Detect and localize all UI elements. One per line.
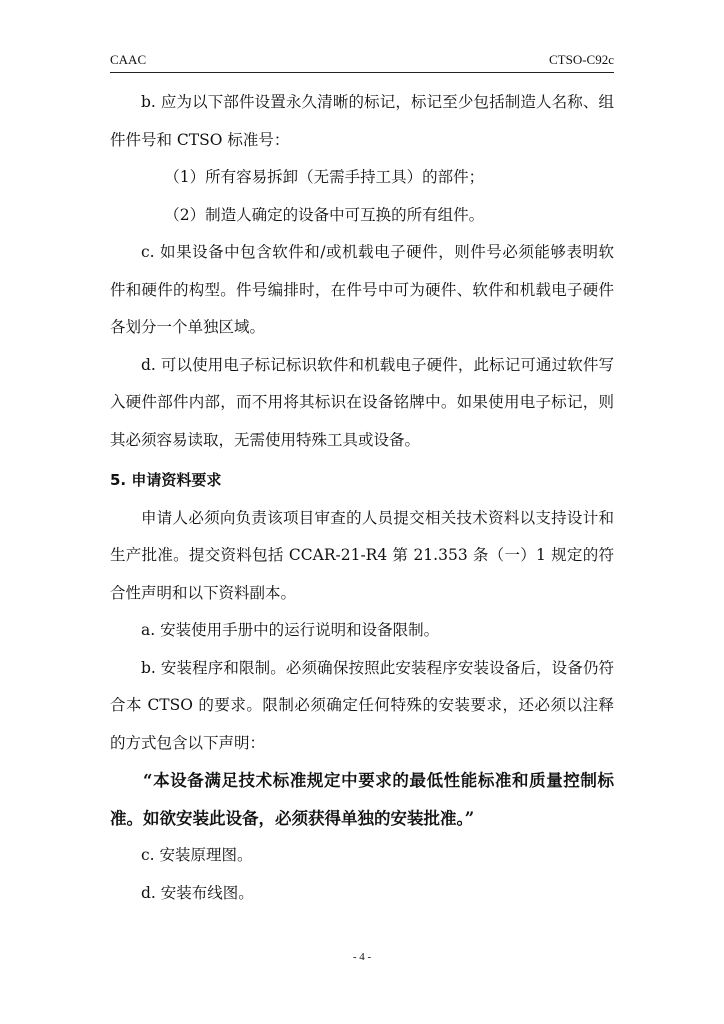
- section-heading-5: 5. 申请资料要求: [110, 471, 222, 489]
- paragraph-d-electronic-marking: d. 可以使用电子标记标识软件和机载电子硬件，此标记可通过软件写入硬件部件内部，而不用将其标识在设备铭牌中。如果使用电子标记，则其必须容易读取，无需使用特殊工具或设备。: [110, 355, 614, 449]
- paragraph-b-installation: b. 安装程序和限制。必须确保按照此安装程序安装设备后，设备仍符合本 CTSO 的要求。限制必须确定任何特殊的安装要求，还必须以注释的方式包含以下声明：: [110, 658, 614, 752]
- bold-statement: “本设备满足技术标准规定中要求的最低性能标准和质量控制标准。如欲安装此设备，必须获得单独的安装批准。”: [110, 771, 614, 828]
- page-number: - 4 -: [352, 951, 372, 963]
- list-item-1: （1）所有容易拆卸（无需手持工具）的部件；: [164, 168, 485, 186]
- page-header: [110, 50, 614, 73]
- paragraph-a-manual: a. 安装使用手册中的运行说明和设备限制。: [141, 621, 440, 639]
- paragraph-b-marking: b. 应为以下部件设置永久清晰的标记，标记至少包括制造人名称、组件件号和 CTSO 标准号：: [110, 93, 614, 149]
- paragraph-d-wiring: d. 安装布线图。: [141, 883, 254, 902]
- paragraph-c-software: c. 如果设备中包含软件和/或机载电子硬件，则件号必须能够表明软件和硬件的构型。件号编排时，在件号中可为硬件、软件和机载电子硬件各划分一个单独区域。: [110, 243, 614, 336]
- paragraph-application-data: 申请人必须向负责该项目审查的人员提交相关技术资料以支持设计和生产批准。提交资料包括 CCAR-21-R4 第 21.353 条（一）1 规定的符合性声明和以下资料副本。: [110, 508, 614, 602]
- list-item-2: （2）制造人确定的设备中可互换的所有组件。: [164, 205, 485, 224]
- header-left-text: CAAC: [110, 52, 147, 67]
- document-body: [110, 84, 614, 912]
- paragraph-c-schematic: c. 安装原理图。: [141, 846, 253, 864]
- header-document-number: CTSO-C92c: [549, 52, 614, 67]
